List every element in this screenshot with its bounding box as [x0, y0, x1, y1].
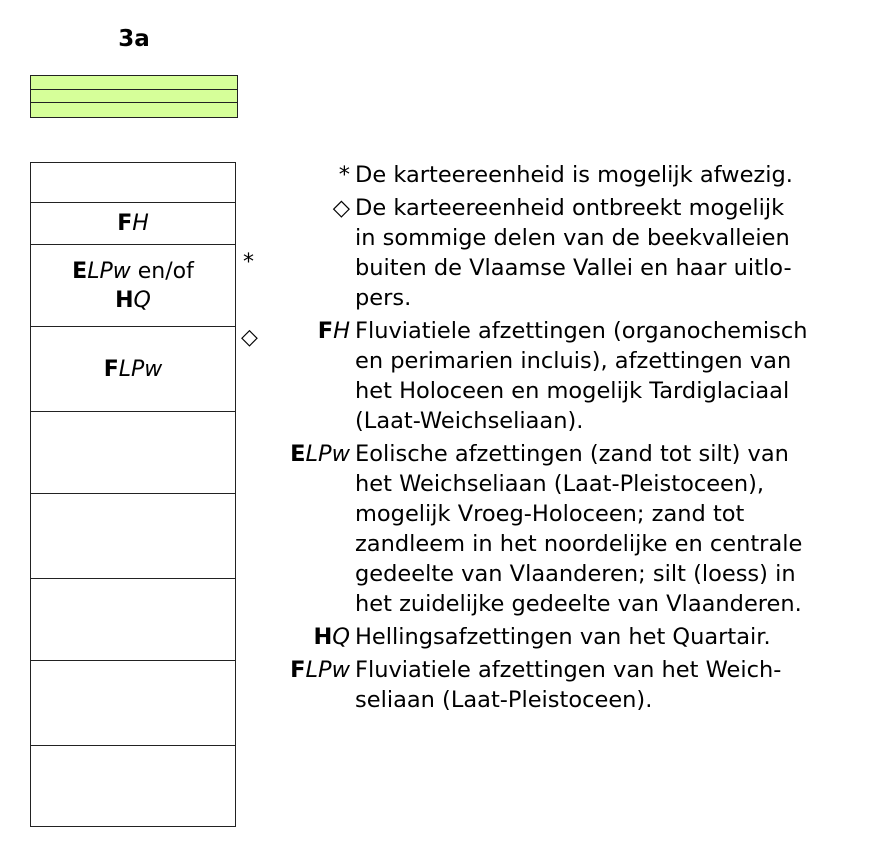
- diamond-marker: ◇: [241, 325, 258, 350]
- legend-entry: [270, 193, 880, 313]
- legend-key: [318, 316, 350, 346]
- cell-label-line: [72, 286, 194, 315]
- green-band: [31, 90, 237, 104]
- legend-entry: [270, 439, 880, 619]
- legend-text-line: Fluviatiele afzettingen van het Weich-: [355, 657, 782, 683]
- legend-key: [290, 655, 350, 685]
- legend-key: [313, 622, 350, 652]
- column-cell: [31, 163, 235, 203]
- unit-code-bold: F: [117, 211, 133, 236]
- unit-code-italic: Q: [133, 287, 151, 313]
- legend-text-line: buiten de Vlaamse Vallei en haar uitlo-: [355, 255, 792, 281]
- cell-label-line: [117, 209, 149, 238]
- legend-text-line: seliaan (Laat-Pleistoceen).: [355, 687, 653, 713]
- unit-code-bold: H: [313, 624, 333, 650]
- legend-text-line: De karteereenheid is mogelijk afwezig.: [355, 162, 793, 188]
- legend-text-line: De karteereenheid ontbreekt mogelijk: [355, 195, 785, 221]
- column-cell: [31, 412, 235, 494]
- unit-code-italic: H: [132, 211, 149, 236]
- asterisk-marker: *: [243, 250, 254, 275]
- legend-entry: [270, 655, 880, 715]
- cell-label-line: [72, 257, 194, 286]
- label-text: en/of: [130, 258, 194, 284]
- label-text: ◇: [332, 195, 350, 221]
- legend-key: [333, 193, 350, 223]
- unit-code-bold: E: [72, 258, 88, 284]
- column-cell: [31, 245, 235, 327]
- column-cell: [31, 327, 235, 412]
- unit-code-bold: F: [290, 657, 306, 683]
- unit-code-italic: LPw: [305, 657, 350, 683]
- unit-code-bold: F: [103, 356, 119, 382]
- cell-label-line: [104, 355, 163, 384]
- unit-code-italic: LPw: [305, 441, 350, 467]
- unit-code-italic: LPw: [118, 356, 163, 382]
- column-cell: [31, 494, 235, 579]
- surface-layer-box: [30, 75, 238, 118]
- legend-text-line: zandleem in het noordelijke en centrale: [355, 531, 803, 557]
- legend-entry: [270, 160, 880, 190]
- legend-text-line: het Weichseliaan (Laat-Pleistoceen),: [355, 471, 765, 497]
- legend-text-line: en perimarien incluis), afzettingen van: [355, 348, 792, 374]
- legend-text-line: pers.: [355, 285, 412, 311]
- legend-text-line: mogelijk Vroeg-Holoceen; zand tot: [355, 501, 745, 527]
- legend-text-line: (Laat-Weichseliaan).: [355, 408, 584, 434]
- legend-key: [339, 160, 350, 190]
- legend: [270, 160, 880, 718]
- legend-text-line: Eolische afzettingen (zand tot silt) van: [355, 441, 789, 467]
- unit-code-italic: H: [333, 318, 350, 344]
- legend-text-line: het Holoceen en mogelijk Tardiglaciaal: [355, 378, 790, 404]
- legend-entry: [270, 316, 880, 436]
- cell-label: [72, 257, 194, 315]
- column-cell: [31, 661, 235, 746]
- legend-entry: [270, 622, 880, 652]
- green-band: [31, 76, 237, 90]
- unit-code-italic: LPw: [87, 258, 131, 284]
- cell-label: [104, 355, 163, 384]
- unit-code-bold: E: [290, 441, 306, 467]
- unit-code-bold: H: [115, 287, 134, 313]
- legend-text-line: Fluviatiele afzettingen (organochemisch: [355, 318, 808, 344]
- legend-text-line: gedeelte van Vlaanderen; silt (loess) in: [355, 561, 796, 587]
- column-cell: [31, 746, 235, 828]
- label-text: *: [338, 162, 350, 188]
- green-band: [31, 103, 237, 117]
- stratigraphic-column: [30, 162, 236, 827]
- unit-code-italic: Q: [332, 624, 350, 650]
- diagram-title: 3a: [118, 26, 150, 52]
- column-cell: [31, 203, 235, 245]
- legend-text-line: in sommige delen van de beekvalleien: [355, 225, 790, 251]
- column-cell: [31, 579, 235, 661]
- unit-code-bold: F: [317, 318, 334, 344]
- legend-key: [290, 439, 350, 469]
- legend-text-line: Hellingsafzettingen van het Quartair.: [355, 624, 771, 650]
- legend-text-line: het zuidelijke gedeelte van Vlaanderen.: [355, 591, 802, 617]
- cell-label: [117, 209, 149, 238]
